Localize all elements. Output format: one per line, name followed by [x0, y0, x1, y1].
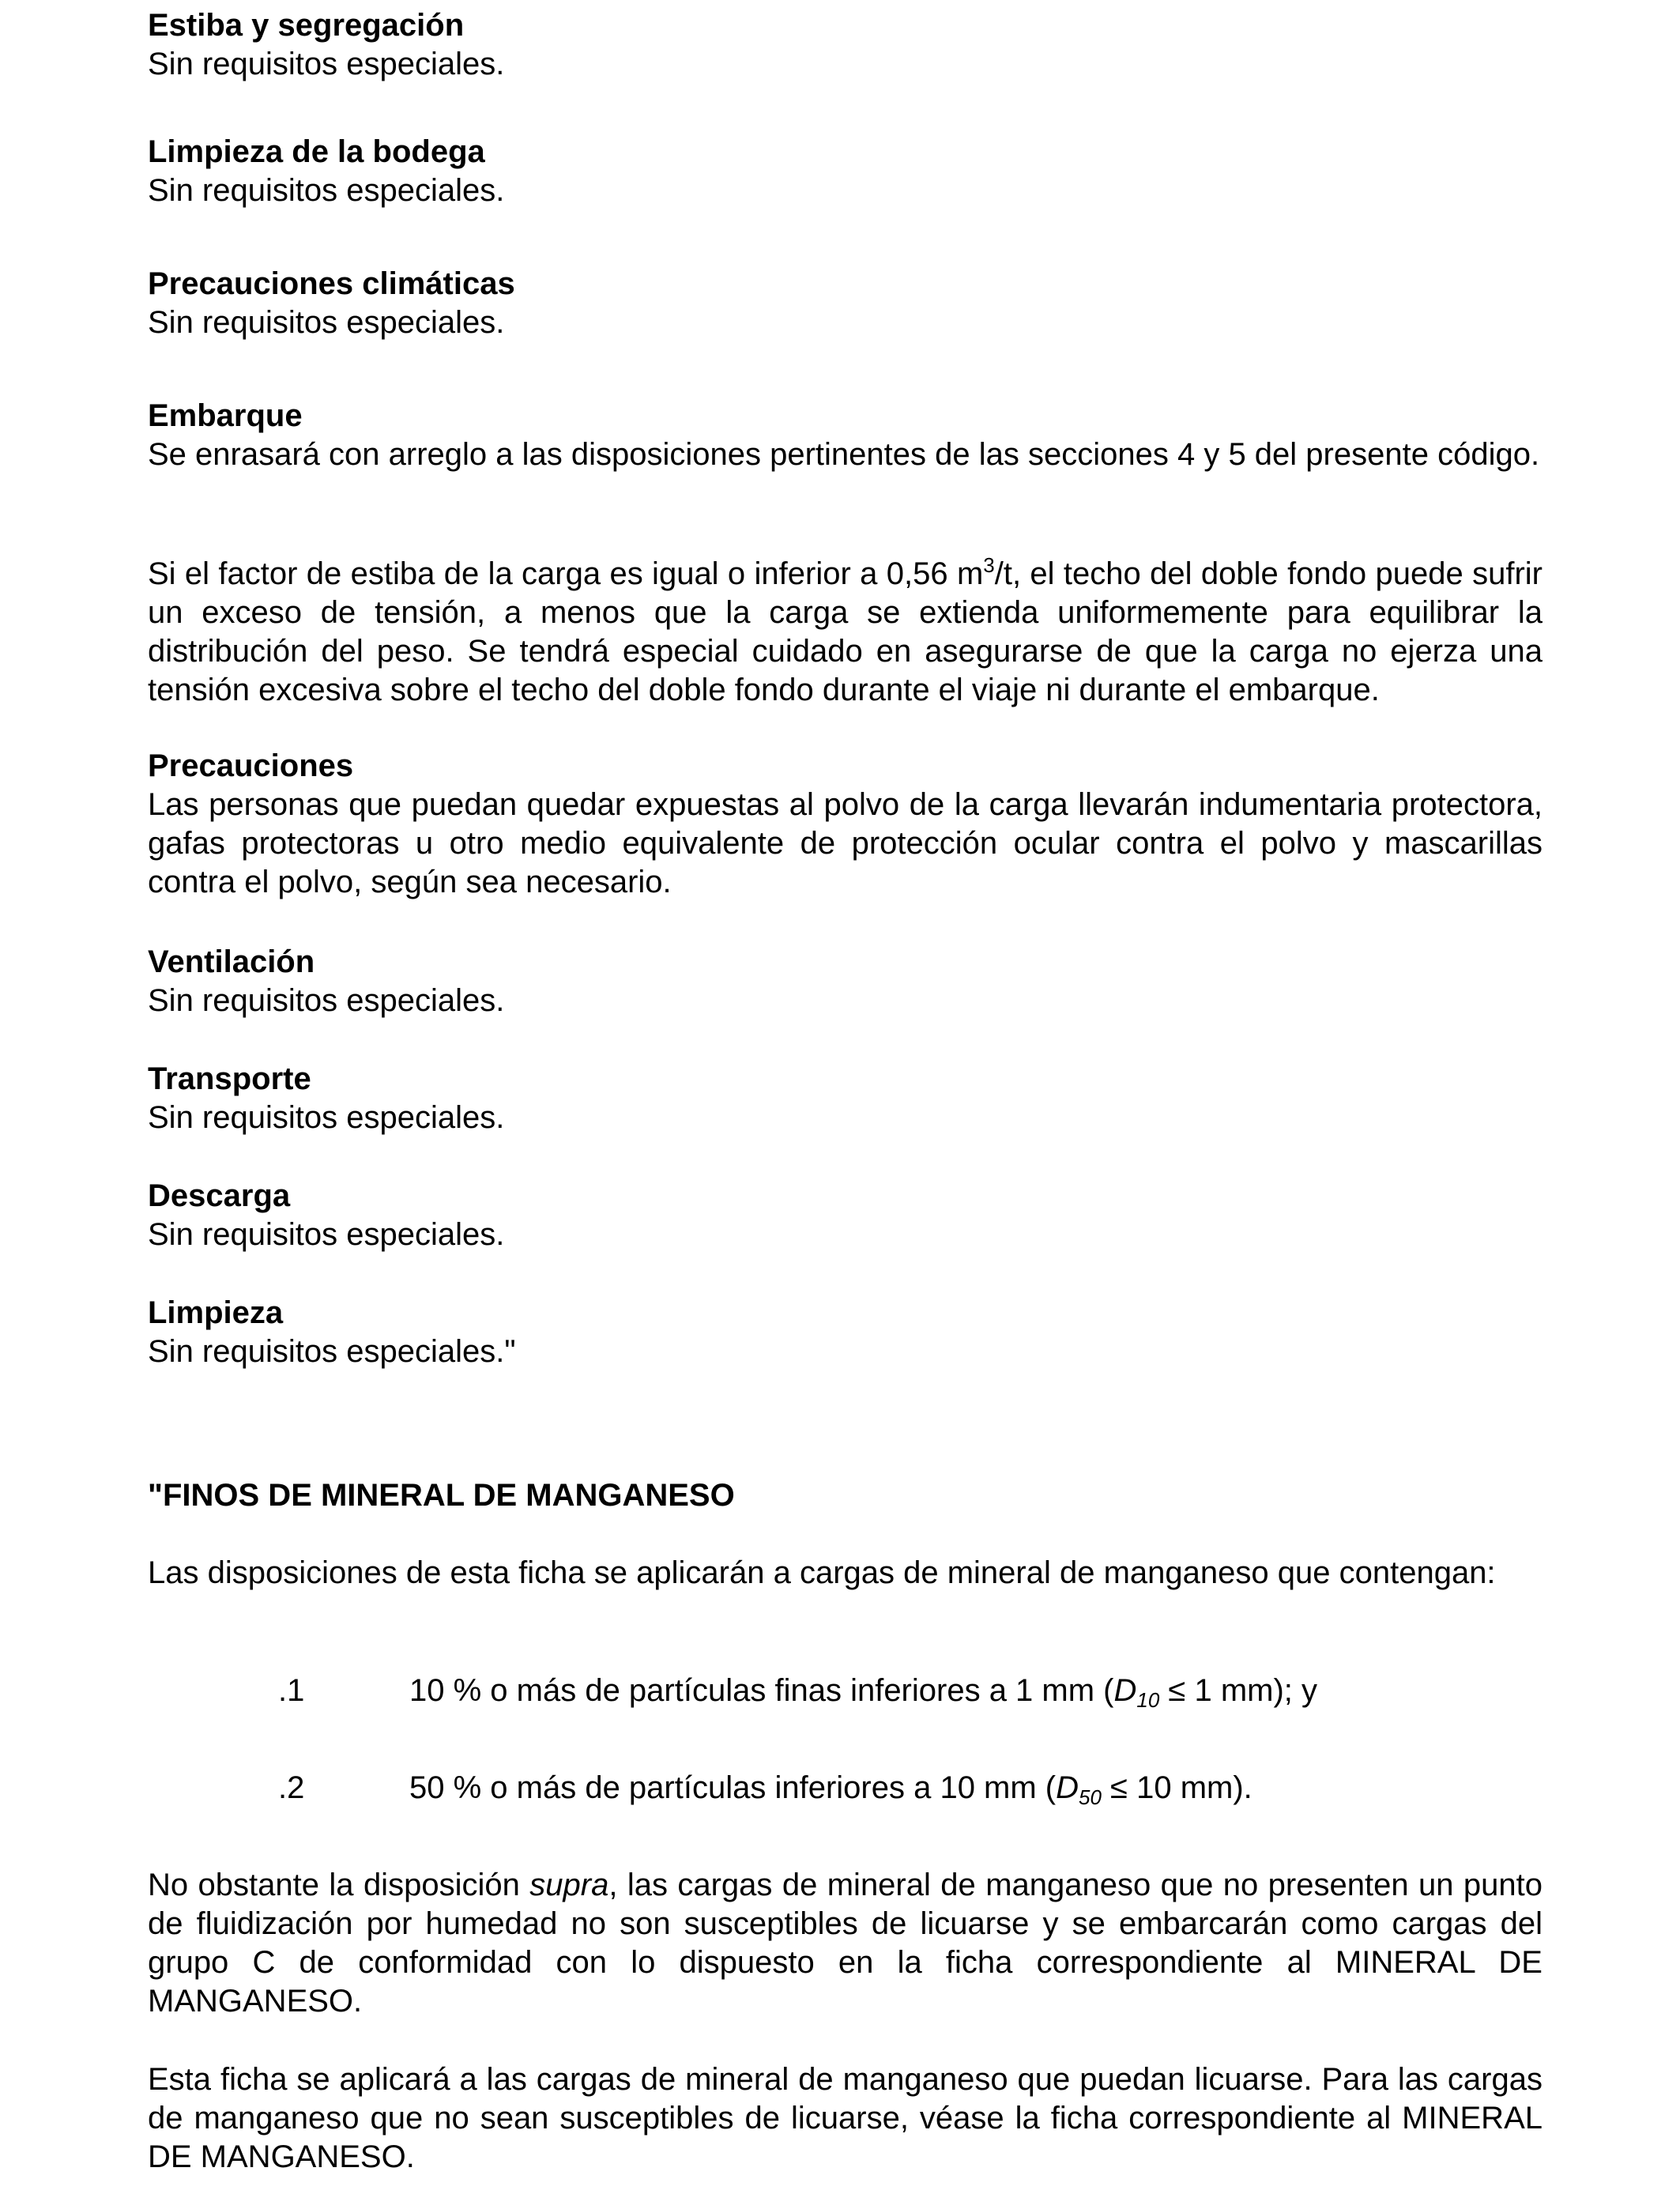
- embarque-paragraph-2: [148, 555, 1543, 710]
- section-text-limpieza: Sin requisitos especiales.": [148, 1334, 516, 1369]
- list-item-2-text: 50 % o más de partículas inferiores a 10 mm ($D_{50} \le 10$ mm).: [409, 1770, 1252, 1809]
- finos-paragraph-2: Esta ficha se aplicará a las cargas de mineral de manganeso que puedan licuarse. Para las cargas de manganeso que no sean susceptibles de licuarse, véase la ficha correspondiente al MINERAL DE MANGANESO.: [148, 2062, 1543, 2174]
- finos-title: "FINOS DE MINERAL DE MANGANESO: [148, 1478, 735, 1513]
- section-heading-limpieza-bodega: Limpieza de la bodega: [148, 134, 485, 169]
- finos-paragraph-1: No obstante la disposición supra, las cargas de mineral de manganeso que no presenten un punto de fluidización por humedad no son susceptibles de licuarse y se embarcarán como cargas del grupo C de conformidad con lo dispuesto en la ficha correspondiente al MINERAL DE MANGANESO.: [148, 1868, 1543, 2019]
- section-text-descarga: Sin requisitos especiales.: [148, 1217, 505, 1252]
- section-heading-embarque: Embarque: [148, 398, 303, 433]
- section-heading-limpieza: Limpieza: [148, 1295, 284, 1330]
- section-heading-precauciones-climaticas: Precauciones climáticas: [148, 266, 515, 301]
- superscript-3: 3: [983, 553, 995, 577]
- list-item-1-text: 10 % o más de partículas finas inferiores a 1 mm ($D_{10} \le 1$ mm); y: [409, 1673, 1318, 1712]
- section-text-embarque: Se enrasará con arreglo a las disposiciones pertinentes de las secciones 4 y 5 del presente código.: [148, 437, 1540, 472]
- list-item-1-number: .1: [278, 1673, 305, 1708]
- section-text-transporte: Sin requisitos especiales.: [148, 1100, 505, 1135]
- section-heading-descarga: Descarga: [148, 1178, 291, 1213]
- section-text-limpieza-bodega: Sin requisitos especiales.: [148, 173, 505, 208]
- finos-intro: Las disposiciones de esta ficha se aplicarán a cargas de mineral de manganeso que contengan:: [148, 1555, 1496, 1590]
- embarque-p2-after: /t, el techo del doble fondo puede sufrir un exceso de tensión, a menos que la carga se extienda uniformemente para equilibrar la distribución del peso. Se tendrá especial cuidado en asegurarse de que la carga no ejerza una tensión excesiva sobre el techo del doble fondo durante el viaje ni durante el embarque.: [148, 556, 1543, 707]
- section-text-ventilacion: Sin requisitos especiales.: [148, 983, 505, 1018]
- section-heading-precauciones: Precauciones: [148, 748, 354, 783]
- section-heading-estiba: Estiba y segregación: [148, 8, 465, 43]
- section-text-estiba: Sin requisitos especiales.: [148, 47, 505, 81]
- embarque-p2-before: Si el factor de estiba de la carga es igual o inferior a 0,56 m: [148, 556, 984, 591]
- section-heading-ventilacion: Ventilación: [148, 944, 315, 979]
- section-text-precauciones: Las personas que puedan quedar expuestas al polvo de la carga llevarán indumentaria protectora, gafas protectoras u otro medio equivalente de protección ocular contra el polvo y mascarillas contra el polvo, según sea necesario.: [148, 787, 1543, 899]
- list-item-2-number: .2: [278, 1770, 305, 1805]
- section-text-precauciones-climaticas: Sin requisitos especiales.: [148, 305, 505, 340]
- section-heading-transporte: Transporte: [148, 1061, 311, 1096]
